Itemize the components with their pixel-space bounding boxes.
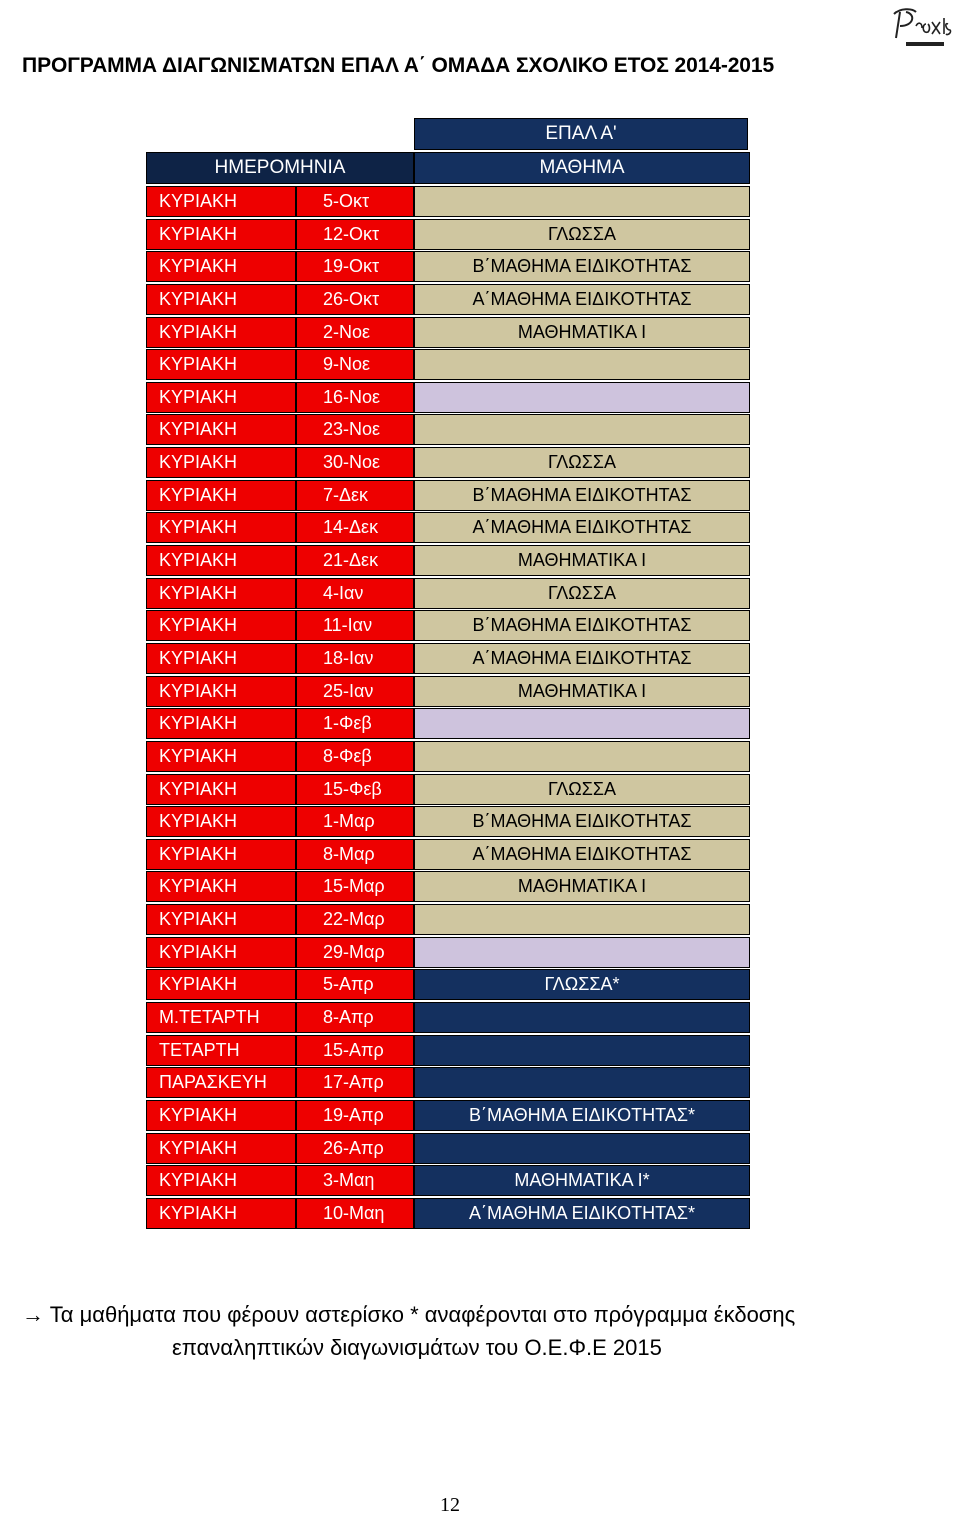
date-cell: 16-Νοε: [296, 382, 414, 413]
subject-cell: ΓΛΩΣΣΑ: [414, 774, 750, 805]
date-cell: 8-Μαρ: [296, 839, 414, 870]
date-cell: 19-Απρ: [296, 1100, 414, 1131]
table-row: [146, 1067, 750, 1100]
day-cell: ΚΥΡΙΑΚΗ: [146, 414, 296, 445]
subject-cell: Β΄ΜΑΘΗΜΑ ΕΙΔΙΚΟΤΗΤΑΣ*: [414, 1100, 750, 1131]
subject-cell: Β΄ΜΑΘΗΜΑ ΕΙΔΙΚΟΤΗΤΑΣ: [414, 806, 750, 837]
subject-cell: ΓΛΩΣΣΑ: [414, 578, 750, 609]
table-row: [146, 806, 750, 839]
date-cell: 11-Ιαν: [296, 610, 414, 641]
date-cell: 12-Οκτ: [296, 219, 414, 250]
table-row: [146, 774, 750, 807]
subject-cell: ΜΑΘΗΜΑΤΙΚΑ Ι: [414, 871, 750, 902]
subject-cell: ΓΛΩΣΣΑ: [414, 447, 750, 478]
subject-cell: Α΄ΜΑΘΗΜΑ ΕΙΔΙΚΟΤΗΤΑΣ: [414, 512, 750, 543]
day-cell: ΚΥΡΙΑΚΗ: [146, 643, 296, 674]
table-row: [146, 578, 750, 611]
day-cell: ΚΥΡΙΑΚΗ: [146, 610, 296, 641]
date-cell: 9-Νοε: [296, 349, 414, 380]
day-cell: ΚΥΡΙΑΚΗ: [146, 806, 296, 837]
date-cell: 26-Οκτ: [296, 284, 414, 315]
praxis-logo-icon: [886, 4, 956, 52]
table-row: [146, 937, 750, 970]
table-row: [146, 839, 750, 872]
subject-cell: [414, 904, 750, 935]
day-cell: Μ.ΤΕΤΑΡΤΗ: [146, 1002, 296, 1033]
date-cell: 15-Μαρ: [296, 871, 414, 902]
table-row: [146, 676, 750, 709]
date-cell: 14-Δεκ: [296, 512, 414, 543]
day-cell: ΚΥΡΙΑΚΗ: [146, 839, 296, 870]
subject-cell: Α΄ΜΑΘΗΜΑ ΕΙΔΙΚΟΤΗΤΑΣ: [414, 643, 750, 674]
day-cell: ΚΥΡΙΑΚΗ: [146, 512, 296, 543]
group-header: ΕΠΑΛ Α': [414, 118, 748, 150]
date-cell: 19-Οκτ: [296, 251, 414, 282]
day-cell: ΠΑΡΑΣΚΕΥΗ: [146, 1067, 296, 1098]
date-cell: 26-Απρ: [296, 1133, 414, 1164]
date-cell: 15-Απρ: [296, 1035, 414, 1066]
subject-cell: [414, 1035, 750, 1066]
table-row: [146, 871, 750, 904]
table-row: [146, 969, 750, 1002]
subject-cell: [414, 186, 750, 217]
praxis-logo: [886, 4, 956, 52]
day-cell: ΚΥΡΙΑΚΗ: [146, 186, 296, 217]
table-row: [146, 349, 750, 382]
day-cell: ΚΥΡΙΑΚΗ: [146, 676, 296, 707]
date-column-header: ΗΜΕΡΟΜΗΝΙΑ: [146, 152, 414, 184]
table-row: [146, 545, 750, 578]
day-cell: ΚΥΡΙΑΚΗ: [146, 578, 296, 609]
table-row: [146, 219, 750, 252]
table-row: [146, 1035, 750, 1068]
date-cell: 8-Απρ: [296, 1002, 414, 1033]
date-cell: 2-Νοε: [296, 317, 414, 348]
table-row: [146, 251, 750, 284]
table-row: [146, 643, 750, 676]
table-row: [146, 414, 750, 447]
date-cell: 7-Δεκ: [296, 480, 414, 511]
date-cell: 25-Ιαν: [296, 676, 414, 707]
date-cell: 23-Νοε: [296, 414, 414, 445]
subject-cell: ΓΛΩΣΣΑ*: [414, 969, 750, 1000]
subject-cell: [414, 1002, 750, 1033]
day-cell: ΚΥΡΙΑΚΗ: [146, 447, 296, 478]
date-cell: 1-Μαρ: [296, 806, 414, 837]
subject-cell: Α΄ΜΑΘΗΜΑ ΕΙΔΙΚΟΤΗΤΑΣ*: [414, 1198, 750, 1229]
date-cell: 18-Ιαν: [296, 643, 414, 674]
subject-cell: [414, 741, 750, 772]
date-cell: 17-Απρ: [296, 1067, 414, 1098]
table-row: [146, 1100, 750, 1133]
date-cell: 22-Μαρ: [296, 904, 414, 935]
table-row: [146, 1165, 750, 1198]
footnote: [22, 1298, 942, 1364]
date-cell: 5-Απρ: [296, 969, 414, 1000]
table-row: [146, 317, 750, 350]
table-row: [146, 610, 750, 643]
day-cell: ΚΥΡΙΑΚΗ: [146, 871, 296, 902]
day-cell: ΚΥΡΙΑΚΗ: [146, 349, 296, 380]
date-cell: 29-Μαρ: [296, 937, 414, 968]
subject-cell: ΜΑΘΗΜΑΤΙΚΑ Ι: [414, 545, 750, 576]
date-cell: 3-Μαη: [296, 1165, 414, 1196]
subject-cell: [414, 382, 750, 413]
page-title: ΠΡΟΓΡΑΜΜΑ ΔΙΑΓΩΝΙΣΜΑΤΩΝ ΕΠΑΛ Α΄ ΟΜΑΔΑ ΣΧΟΛΙΚΟ ΕΤΟΣ 2014-2015: [22, 54, 775, 77]
date-cell: 4-Ιαν: [296, 578, 414, 609]
date-cell: 8-Φεβ: [296, 741, 414, 772]
table-row: [146, 284, 750, 317]
day-cell: ΚΥΡΙΑΚΗ: [146, 317, 296, 348]
day-cell: ΚΥΡΙΑΚΗ: [146, 937, 296, 968]
day-cell: ΚΥΡΙΑΚΗ: [146, 480, 296, 511]
day-cell: ΚΥΡΙΑΚΗ: [146, 774, 296, 805]
table-row: [146, 1002, 750, 1035]
header-row: [146, 152, 750, 184]
subject-cell: [414, 708, 750, 739]
date-cell: 5-Οκτ: [296, 186, 414, 217]
subject-column-header: ΜΑΘΗΜΑ: [414, 152, 750, 184]
table-row: [146, 512, 750, 545]
subject-cell: ΜΑΘΗΜΑΤΙΚΑ Ι*: [414, 1165, 750, 1196]
subject-cell: Β΄ΜΑΘΗΜΑ ΕΙΔΙΚΟΤΗΤΑΣ: [414, 610, 750, 641]
subject-cell: Α΄ΜΑΘΗΜΑ ΕΙΔΙΚΟΤΗΤΑΣ: [414, 284, 750, 315]
day-cell: ΚΥΡΙΑΚΗ: [146, 1198, 296, 1229]
day-cell: ΤΕΤΑΡΤΗ: [146, 1035, 296, 1066]
day-cell: ΚΥΡΙΑΚΗ: [146, 741, 296, 772]
day-cell: ΚΥΡΙΑΚΗ: [146, 219, 296, 250]
day-cell: ΚΥΡΙΑΚΗ: [146, 904, 296, 935]
table-row: [146, 1198, 750, 1231]
table-row: [146, 708, 750, 741]
footnote-line-1: → Τα μαθήματα που φέρουν αστερίσκο * αναφέρονται στο πρόγραμμα έκδοσης: [22, 1302, 796, 1327]
page-number: 12: [440, 1494, 460, 1516]
subject-cell: [414, 937, 750, 968]
subject-cell: [414, 1067, 750, 1098]
subject-cell: ΜΑΘΗΜΑΤΙΚΑ Ι: [414, 317, 750, 348]
date-cell: 15-Φεβ: [296, 774, 414, 805]
subject-cell: Α΄ΜΑΘΗΜΑ ΕΙΔΙΚΟΤΗΤΑΣ: [414, 839, 750, 870]
table-row: [146, 480, 750, 513]
subject-cell: Β΄ΜΑΘΗΜΑ ΕΙΔΙΚΟΤΗΤΑΣ: [414, 251, 750, 282]
date-cell: 10-Μαη: [296, 1198, 414, 1229]
day-cell: ΚΥΡΙΑΚΗ: [146, 251, 296, 282]
subject-cell: ΓΛΩΣΣΑ: [414, 219, 750, 250]
day-cell: ΚΥΡΙΑΚΗ: [146, 284, 296, 315]
day-cell: ΚΥΡΙΑΚΗ: [146, 708, 296, 739]
day-cell: ΚΥΡΙΑΚΗ: [146, 1165, 296, 1196]
table-row: [146, 1133, 750, 1166]
date-cell: 1-Φεβ: [296, 708, 414, 739]
date-cell: 30-Νοε: [296, 447, 414, 478]
table-row: [146, 904, 750, 937]
day-cell: ΚΥΡΙΑΚΗ: [146, 382, 296, 413]
day-cell: ΚΥΡΙΑΚΗ: [146, 1133, 296, 1164]
table-row: [146, 186, 750, 219]
table-row: [146, 741, 750, 774]
table-row: [146, 382, 750, 415]
date-cell: 21-Δεκ: [296, 545, 414, 576]
subject-cell: [414, 1133, 750, 1164]
table-row: [146, 447, 750, 480]
schedule-rows: [146, 186, 750, 1231]
subject-cell: ΜΑΘΗΜΑΤΙΚΑ Ι: [414, 676, 750, 707]
day-cell: ΚΥΡΙΑΚΗ: [146, 545, 296, 576]
subject-cell: [414, 414, 750, 445]
footnote-line-2: επαναληπτικών διαγωνισμάτων του Ο.Ε.Φ.Ε 2015: [172, 1335, 662, 1360]
subject-cell: Β΄ΜΑΘΗΜΑ ΕΙΔΙΚΟΤΗΤΑΣ: [414, 480, 750, 511]
subject-cell: [414, 349, 750, 380]
day-cell: ΚΥΡΙΑΚΗ: [146, 1100, 296, 1131]
day-cell: ΚΥΡΙΑΚΗ: [146, 969, 296, 1000]
